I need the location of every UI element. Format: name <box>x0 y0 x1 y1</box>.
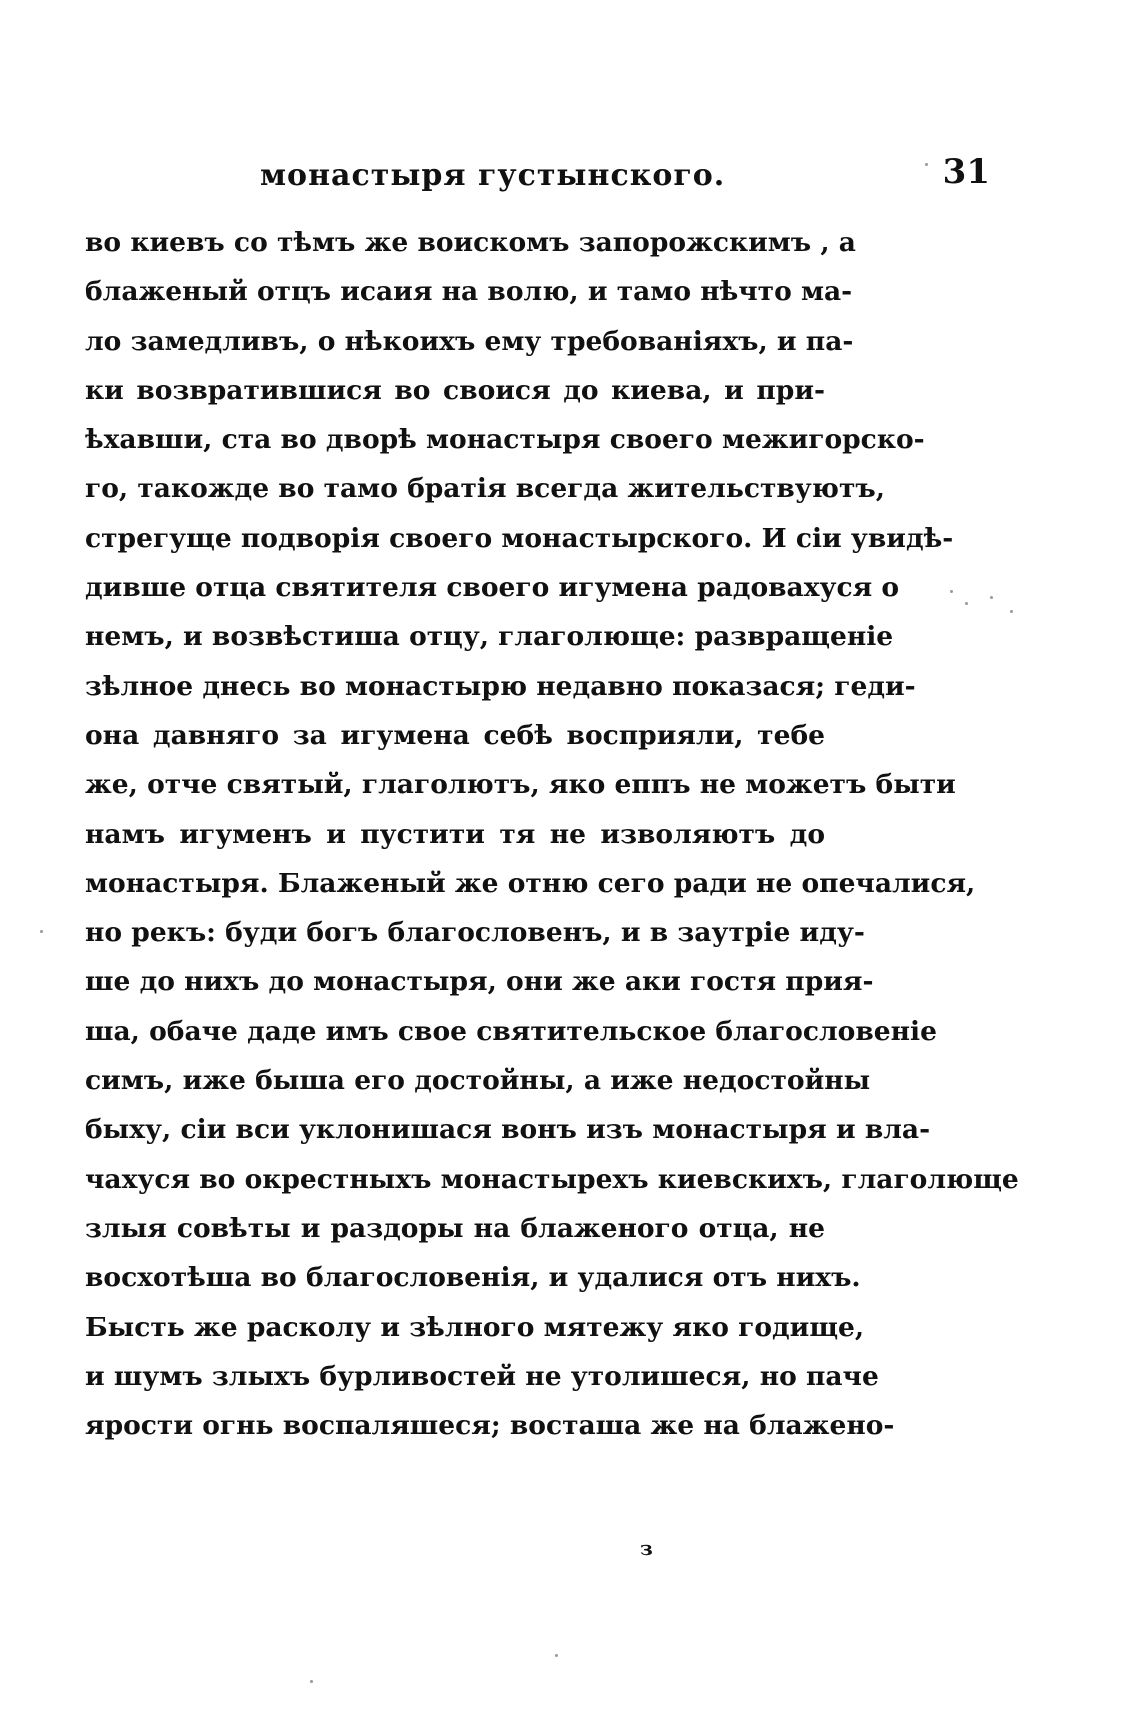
paper-speck <box>40 930 43 933</box>
text-line: немъ, и возвѣстиша отцу, глаголюще: развращенiе <box>85 621 894 653</box>
text-line: но рекъ: буди богъ благословенъ, и в заутрiе иду- <box>85 917 865 949</box>
text-line: намъ игуменъ и пустити тя не изволяютъ до <box>85 818 825 850</box>
text-line: и шумъ злыхъ бурливостей не утолишеся, но паче <box>85 1360 879 1392</box>
paper-speck <box>1010 610 1013 613</box>
paper-speck <box>965 602 968 605</box>
text-line: симъ, иже быша его достойны, а иже недостойны <box>85 1065 871 1097</box>
printer-signature: з <box>640 1536 653 1560</box>
body-text <box>85 218 1019 1450</box>
text-line: дивше отца святителя своего игумена радовахуся о <box>85 572 900 604</box>
page-header <box>90 152 990 198</box>
paper-speck <box>950 590 953 593</box>
text-line: монастыря. Блаженый же отню сего ради не опечалися, <box>85 867 976 899</box>
text-line: го, такожде во тамо братiя всегда жительствуютъ, <box>85 473 885 505</box>
text-line: же, отче святый, глаголютъ, яко еппъ не можетъ быти <box>85 769 956 801</box>
text-line: во киевъ со тѣмъ же воискомъ запорожскимъ , а <box>85 227 856 258</box>
paper-speck <box>925 163 928 166</box>
text-line: стрегуще подворiя своего монастырского. И сiи увидѣ- <box>85 522 954 554</box>
text-line: ярости огнь воспаляшеся; восташа же на блажено- <box>85 1410 895 1442</box>
text-line: чахуся во окрестныхъ монастырехъ киевскихъ, глаголюще <box>85 1163 1019 1195</box>
text-line: быху, сiи вси уклонишася вонъ изъ монастыря и вла- <box>85 1114 931 1146</box>
text-line: она давняго за игумена себѣ восприяли, тебе <box>85 719 825 751</box>
text-line: ки возвратившися во своися до киева, и при- <box>85 374 825 406</box>
text-line: ло замедливъ, о нѣкоихъ ему требованiяхъ, и па- <box>85 325 854 357</box>
text-line: восхотѣша во благословенiя, и удалися отъ нихъ. <box>85 1262 861 1294</box>
paper-speck <box>310 1680 313 1683</box>
text-line: злыя совѣты и раздоры на блаженого отца, не <box>85 1212 825 1244</box>
text-line: ѣхавши, ста во дворѣ монастыря своего межигорско- <box>85 424 925 456</box>
text-line: ше до нихъ до монастыря, они же аки гостя прия- <box>85 966 874 998</box>
text-line: ша, обаче даде имъ свое святительское благословенiе <box>85 1015 937 1047</box>
text-line: зѣлное днесь во монастырю недавно показася; геди- <box>85 670 916 702</box>
text-line: блаженый отцъ исаия на волю, и тамо нѣчто ма- <box>85 276 853 308</box>
page-number: 31 <box>942 152 990 192</box>
running-head: монастыря густынского. <box>260 158 726 193</box>
paper-speck <box>990 596 993 599</box>
paper-speck <box>555 1654 558 1657</box>
text-line: Бысть же расколу и зѣлного мятежу яко годище, <box>85 1311 865 1343</box>
